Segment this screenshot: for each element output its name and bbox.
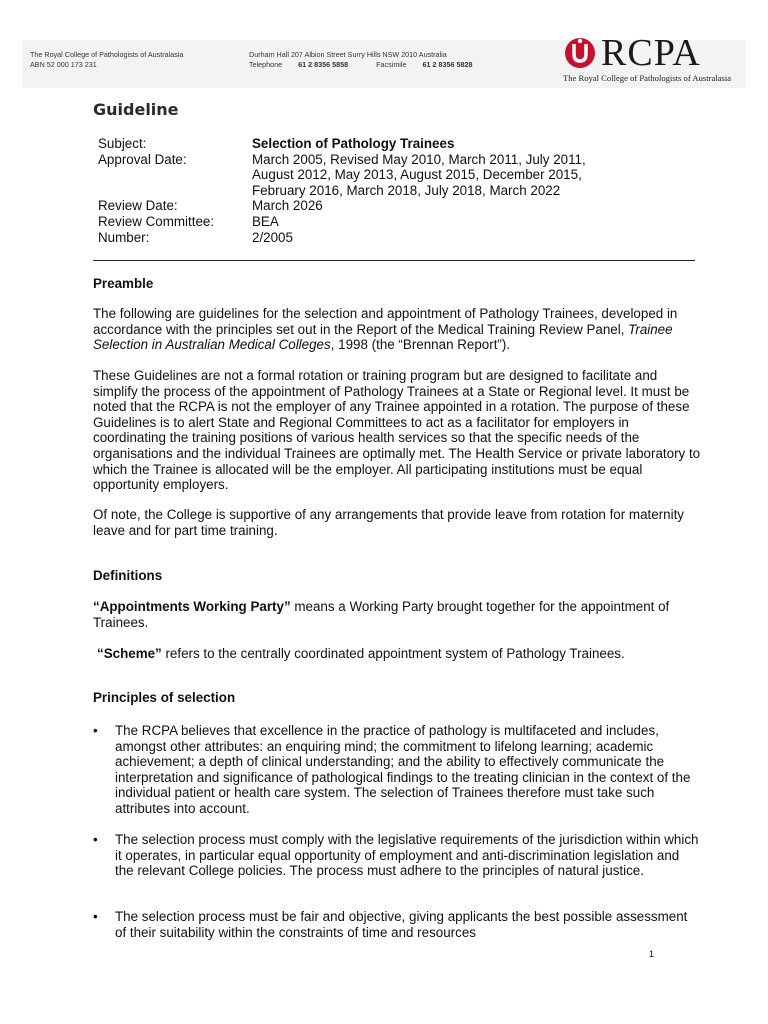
telephone-number: 61 2 8356 5858 xyxy=(298,60,349,69)
rcpa-logo xyxy=(563,34,743,84)
report-title: Trainee Selection in Australian Medical Colleges xyxy=(93,321,673,353)
preamble-text: The following are guidelines for the selection and appointment of Pathology Trainees, developed in accordance with the principles set out in the Report of the Medical Training Review Panel, xyxy=(93,306,678,337)
approval-label: Approval Date: xyxy=(98,151,187,167)
definitions-heading: Definitions xyxy=(93,568,163,583)
bullet-icon: • xyxy=(93,723,98,738)
logo-wordmark: RCPA xyxy=(601,32,701,74)
facsimile-number: 61 2 8356 5828 xyxy=(422,60,473,69)
org-name: The Royal College of Pathologists of Australasia xyxy=(30,50,184,59)
principle-text: The selection process must be fair and objective, giving applicants the best possible assessment of their suitability within the constraints of time and resources xyxy=(115,909,688,940)
meta-approval-row xyxy=(98,152,652,199)
number-value: 2/2005 xyxy=(252,229,293,245)
logo-subtitle: The Royal College of Pathologists of Australasia xyxy=(563,73,732,83)
meta-review-row xyxy=(98,198,652,214)
section-divider xyxy=(93,260,695,261)
definition-item xyxy=(93,599,701,630)
definition-text: refers to the centrally coordinated appointment system of Pathology Trainees. xyxy=(161,646,625,661)
preamble-paragraph-3: Of note, the College is supportive of any arrangements that provide leave from rotation for maternity leave and for part time training. xyxy=(93,507,684,538)
meta-committee-row xyxy=(98,214,652,230)
principle-text: The selection process must comply with the legislative requirements of the jurisdiction within which it operates, in particular equal opportunity of employment and anti-discrimination legislation and the relevant College policies. The process must adhere to the principles of natural justice. xyxy=(115,832,699,879)
approval-dates-line: February 2016, March 2018, July 2018, March 2022 xyxy=(252,182,561,198)
letterhead-contact xyxy=(249,50,472,70)
review-value: March 2026 xyxy=(252,198,323,214)
org-phones xyxy=(249,60,472,70)
document-meta xyxy=(98,136,652,245)
definition-text: means a Working Party brought together for the appointment of Trainees. xyxy=(93,599,670,630)
review-label: Review Date: xyxy=(98,198,178,214)
subject-label: Subject: xyxy=(98,136,147,151)
preamble-text: , 1998 (the “Brennan Report”). xyxy=(330,337,511,353)
list-item xyxy=(93,832,701,879)
approval-dates-line: August 2012, May 2013, August 2015, December 2015, xyxy=(252,167,582,183)
committee-label: Review Committee: xyxy=(98,213,215,229)
preamble-heading: Preamble xyxy=(93,276,154,291)
approval-dates xyxy=(252,152,652,199)
number-label: Number: xyxy=(98,229,150,245)
meta-number-row xyxy=(98,230,652,246)
bullet-icon: • xyxy=(93,909,98,924)
approval-dates-line: March 2005, Revised May 2010, March 2011, July 2011, xyxy=(252,151,586,167)
meta-subject-row xyxy=(98,136,652,152)
facsimile-label: Facsimile xyxy=(376,60,407,69)
definition-term: “Scheme” xyxy=(97,646,162,661)
list-item xyxy=(93,723,701,817)
definition-item xyxy=(97,646,705,662)
telephone-label: Telephone xyxy=(249,60,283,69)
preamble-paragraph-2: These Guidelines are not a formal rotation or training program but are designed to facilitate and simplify the process of the appointment of Pathology Trainees at a State or Regional level. It must be noted that the RCPA is not the employer of any Trainee appointed in a rotation. The purpose of these Guidelines is to alert State and Regional Committees to act as a facilitator for employers in coordinating the training positions of various health services so that the specific needs of the organisations and the individual Trainees are optimally met. The Health Service or private laboratory to which the Trainee is allocated will be the employer. All participating institutions must be equal opportunity employers. xyxy=(93,368,701,493)
committee-value: BEA xyxy=(252,213,279,229)
org-address: Durham Hall 207 Albion Street Surry Hills NSW 2010 Australia xyxy=(249,50,447,59)
document-type-title: Guideline xyxy=(93,100,179,119)
list-item xyxy=(93,909,701,940)
principle-text: The RCPA believes that excellence in the practice of pathology is multifaceted and includes, amongst other attributes: an enquiring mind; the commitment to lifelong learning; academic achievement; a depth of clinical understanding; and the ability to effectively communicate the interpretation and significance of pathological findings to the treating clinician in the context of the individual patient or health care system. The selection of Trainees therefore must take such attributes into account. xyxy=(115,723,691,816)
definition-term: “Appointments Working Party” xyxy=(93,599,291,614)
page-number: 1 xyxy=(649,949,655,959)
rcpa-emblem-icon xyxy=(563,36,597,70)
org-abn: ABN 52 000 173 231 xyxy=(30,60,97,69)
bullet-icon: • xyxy=(93,832,98,847)
preamble-paragraph-1 xyxy=(93,306,701,353)
principles-heading: Principles of selection xyxy=(93,690,236,705)
letterhead-org xyxy=(30,50,183,70)
subject-value: Selection of Pathology Trainees xyxy=(252,136,455,151)
